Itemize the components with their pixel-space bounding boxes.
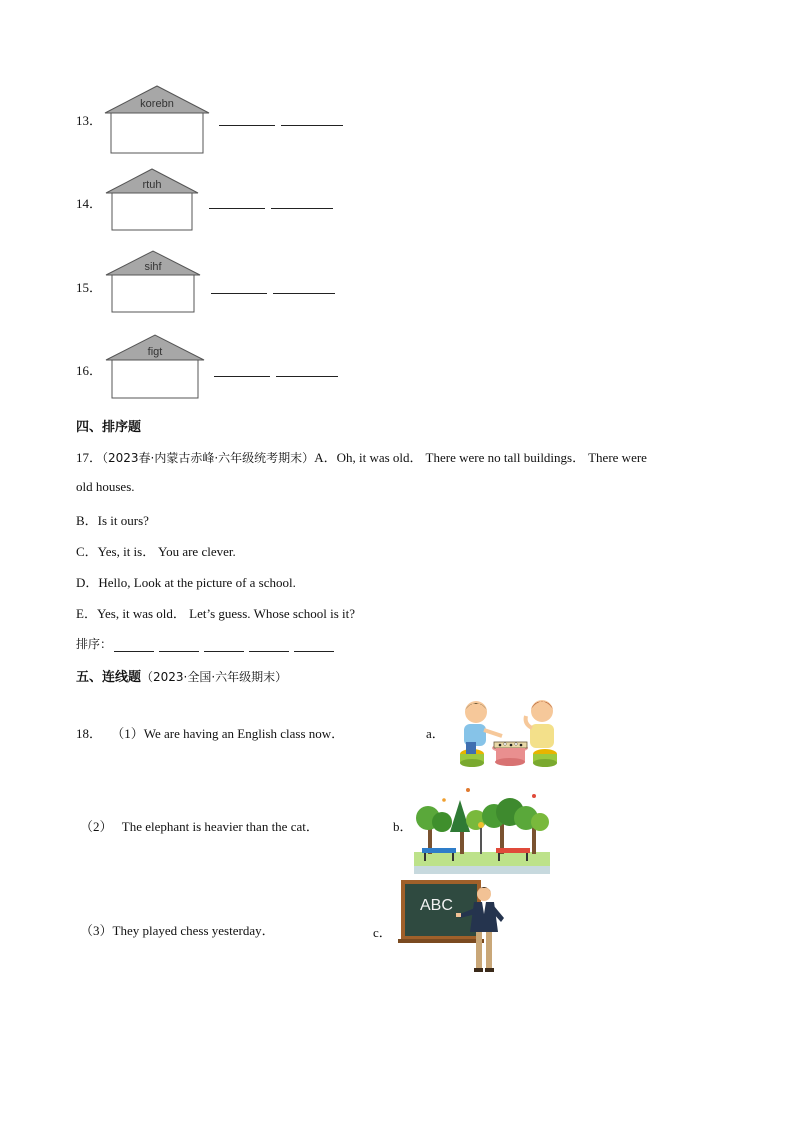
answer-blank[interactable] xyxy=(276,364,338,377)
option-c xyxy=(76,541,236,560)
match-item-3 xyxy=(80,920,275,939)
item-index: （2） xyxy=(80,819,113,834)
match-item-2 xyxy=(80,816,319,835)
match-letter-a[interactable]: a． xyxy=(426,726,445,741)
section-heading-matching: 五、连线题 xyxy=(76,670,142,685)
answer-blank[interactable] xyxy=(281,113,343,126)
match-letter-c[interactable]: c． xyxy=(373,925,392,940)
answer-blanks[interactable] xyxy=(214,364,338,377)
order-blank[interactable] xyxy=(249,639,289,652)
item-text: We are having an English class now． xyxy=(143,726,345,741)
item-index: （1） xyxy=(111,726,144,741)
house-icon xyxy=(104,250,202,314)
option-label: B． xyxy=(76,513,98,528)
item-index: （3） xyxy=(80,923,113,938)
scrambled-word: sihf xyxy=(144,261,162,273)
teacher-blackboard-icon xyxy=(398,878,508,976)
option-d xyxy=(76,572,296,591)
option-label: E． xyxy=(76,606,97,621)
question-17-line-1 xyxy=(76,447,647,466)
question-number: 15． xyxy=(76,280,103,295)
answer-blanks[interactable] xyxy=(209,196,333,209)
answer-blank[interactable] xyxy=(271,196,333,209)
answer-blank[interactable] xyxy=(211,281,267,294)
option-text: old houses. xyxy=(76,479,135,494)
option-text: Hello, Look at the picture of a school. xyxy=(98,575,296,590)
house-icon xyxy=(104,168,200,232)
order-blank[interactable] xyxy=(294,639,334,652)
section-heading-matching-row xyxy=(76,666,287,685)
match-letter-b[interactable]: b． xyxy=(393,819,413,834)
answer-blanks[interactable] xyxy=(211,281,335,294)
option-text: Oh, it was old． There were no tall buildings． There were xyxy=(336,450,647,465)
question-number: 17． xyxy=(76,450,103,465)
match-item-1 xyxy=(76,723,344,742)
answer-blank[interactable] xyxy=(214,364,270,377)
order-blank[interactable] xyxy=(114,639,154,652)
answer-blank[interactable] xyxy=(273,281,335,294)
scrambled-word: korebn xyxy=(140,98,174,110)
question-number: 14． xyxy=(76,196,103,211)
two-children-playing-chess-icon xyxy=(458,690,564,768)
answer-blank[interactable] xyxy=(219,113,275,126)
scrambled-word: figt xyxy=(147,346,163,358)
question-number: 13． xyxy=(76,113,103,128)
order-answer-row xyxy=(76,635,334,652)
option-e xyxy=(76,603,355,622)
option-label: C． xyxy=(76,544,98,559)
question-source: （2023春·内蒙古赤峰·六年级统考期末） xyxy=(102,451,315,465)
answer-blanks[interactable] xyxy=(219,113,343,126)
scrambled-word: rtuh xyxy=(142,179,162,191)
house-icon xyxy=(103,85,211,155)
order-blank[interactable] xyxy=(159,639,199,652)
house-icon xyxy=(104,334,206,400)
question-number: 18． xyxy=(76,726,103,741)
option-label: A． xyxy=(314,450,337,465)
option-b xyxy=(76,510,149,529)
blackboard-text: ABC xyxy=(420,897,453,914)
order-blank[interactable] xyxy=(204,639,244,652)
option-text: Is it ours? xyxy=(97,513,149,528)
item-text: They played chess yesterday． xyxy=(112,923,275,938)
item-text: The elephant is heavier than the cat． xyxy=(121,819,319,834)
option-text: Yes, it was old． Let’s guess. Whose school is it? xyxy=(96,606,356,621)
section-heading-ordering: 四、排序题 xyxy=(76,420,142,435)
answer-blank[interactable] xyxy=(209,196,265,209)
option-label: D． xyxy=(76,575,99,590)
option-a-continuation xyxy=(76,479,135,495)
option-text: Yes, it is． You are clever. xyxy=(97,544,236,559)
section-source: （2023·全国·六年级期末） xyxy=(141,670,288,684)
park-trees-benches-icon xyxy=(414,786,550,874)
question-number: 16． xyxy=(76,363,103,378)
order-label: 排序： xyxy=(76,637,113,651)
